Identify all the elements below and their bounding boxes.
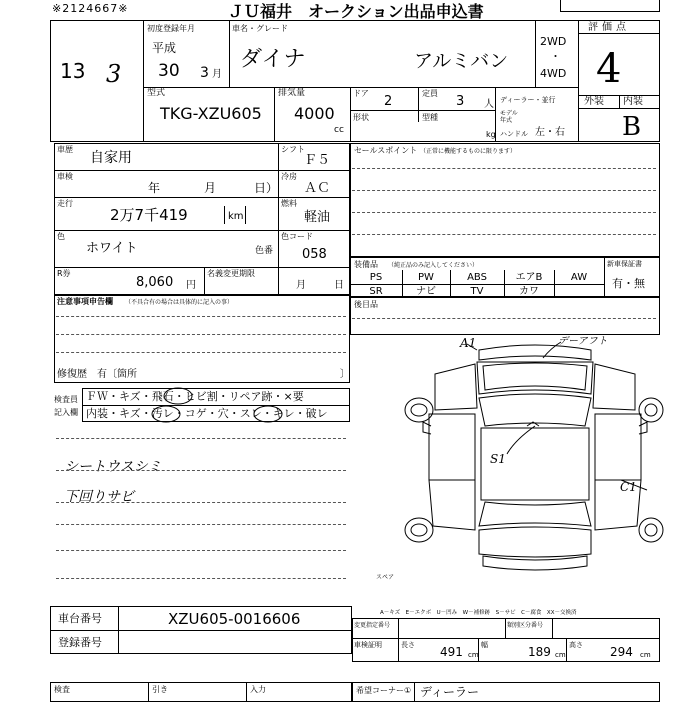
car-name-label: 車名・グレード — [232, 24, 288, 33]
usage-value: 自家用 — [90, 150, 132, 166]
damage-legend: A－キズ E－エクボ U－凹み W－補修跡 S－サビ C－腐食 XX－交換済 — [380, 610, 577, 616]
mileage-value: 2万7千419 — [110, 206, 188, 224]
equipment-label: 装備品 — [354, 260, 378, 269]
mileage-label: 走行 — [57, 199, 73, 208]
equip-aw: AW — [570, 272, 588, 283]
diagram-spare: スペア — [376, 574, 395, 581]
name-change-label: 名義変更期限 — [207, 269, 255, 278]
diagram-a1: A1 — [460, 336, 477, 350]
body-color-value: ホワイト — [86, 241, 138, 256]
model-label: 型式 — [147, 88, 166, 98]
sales-point-sub: （正常に機能するものに限ります） — [420, 148, 517, 155]
inspection-label: 車検 — [57, 172, 73, 181]
repair-history-end: 〕 — [340, 369, 350, 380]
bottom-inspect: 検査 — [54, 685, 70, 694]
class-number-label: 類別区分番号 — [507, 622, 544, 629]
handwritten-note-2: 下回りサビ — [64, 489, 134, 505]
drive-dot: ・ — [550, 50, 561, 63]
shape-label: 形状 — [353, 113, 369, 122]
equipment-sub: （純正品のみ記入してください） — [388, 262, 479, 269]
height-unit: cm — [640, 651, 651, 659]
ac-label: 冷房 — [281, 172, 297, 181]
displacement-label: 排気量 — [278, 88, 306, 98]
mileage-unit: km — [228, 211, 244, 222]
score-value: 4 — [596, 46, 622, 92]
check-label-2: 記入欄 — [54, 408, 78, 417]
name-change-month: 月 — [296, 280, 306, 291]
interior-grade: B — [622, 112, 642, 142]
capacity-value: 3 — [456, 94, 465, 109]
width-value: 189 — [528, 645, 551, 659]
score-label: 評価点 — [588, 22, 630, 33]
height-label: 高さ — [569, 641, 583, 649]
inspection-day-unit: 日） — [254, 181, 279, 195]
dimensions-label: 車検証明 — [354, 641, 382, 649]
door-value: 2 — [384, 94, 393, 109]
drive-2wd: 2WD — [540, 35, 567, 48]
color-number-label: 色番 — [255, 246, 274, 256]
height-value: 294 — [610, 645, 633, 659]
check-circles — [82, 386, 352, 424]
registration-month: 3 — [200, 65, 209, 81]
name-change-day: 日 — [334, 280, 344, 291]
fuel-label: 燃料 — [281, 199, 297, 208]
lot-suffix: 3 — [106, 60, 122, 88]
sales-point-frame — [350, 143, 660, 257]
form-title: ＪＵ福井 オークション出品申込書 — [228, 2, 484, 21]
check-row-2: 内装・キズ・汚レ・コゲ・穴・スレ・キレ・破レ — [86, 407, 328, 420]
bottom-pull: 引き — [152, 685, 168, 694]
bottom-entry: 入力 — [250, 685, 266, 694]
equip-abs: ABS — [467, 272, 487, 283]
after-items-label: 後目品 — [354, 300, 378, 309]
chassis-label: 車台番号 — [58, 612, 102, 625]
usage-label: 車歴 — [57, 145, 73, 154]
registration-era: 平成 — [152, 41, 177, 55]
door-label: ドア — [353, 89, 369, 98]
notes-sub: （不具合有の場合は具体的に記入の事） — [125, 299, 234, 306]
equip-sr: SR — [369, 286, 383, 297]
corner-value: ディーラー — [420, 685, 480, 699]
width-label: 幅 — [481, 641, 488, 649]
equip-navi: ナビ — [416, 286, 436, 297]
sales-point-label: セールスポイント — [354, 146, 418, 155]
corner-label: 希望コーナー① — [356, 686, 412, 695]
handle-label: ハンドル — [500, 130, 528, 138]
check-row-1: ＦＷ・キズ・飛石・ヒビ割・リペア跡・×要 — [86, 390, 304, 403]
fuel-value: 軽油 — [304, 210, 331, 225]
color-type-label: 型種 — [422, 113, 438, 122]
car-name: ダイナ — [240, 47, 306, 72]
new-warranty-value: 有・無 — [612, 277, 645, 290]
car-grade: アルミバン — [414, 50, 509, 72]
displacement-unit: cc — [334, 125, 344, 135]
equip-tv: TV — [470, 286, 484, 297]
notes-label: 注意事項申告欄 — [57, 297, 113, 306]
repair-history: 修復歴 有〔箇所 — [57, 369, 137, 380]
recycle-unit: 円 — [186, 280, 196, 291]
shift-value: Ｆ５ — [304, 153, 331, 168]
length-unit: cm — [468, 651, 479, 659]
equip-pw: PW — [418, 272, 434, 283]
header-corner-box — [560, 0, 660, 12]
lot-number: 13 — [60, 59, 86, 83]
inspection-month-unit: 月 — [204, 181, 217, 195]
new-warranty-label: 新車保証書 — [607, 260, 642, 268]
weight-unit: kg — [486, 130, 496, 139]
serial-number: ※2124667※ — [52, 2, 129, 15]
diagram-defect-note: デーアフト — [558, 336, 608, 347]
exterior-label: 外装 — [584, 96, 604, 107]
check-label-1: 検査員 — [54, 395, 78, 404]
recycle-label: R券 — [57, 269, 71, 278]
diagram-c1: C1 — [620, 480, 637, 494]
equip-ps: PS — [369, 272, 383, 283]
model-value: TKG-XZU605 — [160, 104, 262, 123]
capacity-unit: 人 — [484, 99, 494, 110]
chassis-number: XZU605-0016606 — [168, 610, 301, 628]
equip-airbag: エアB — [515, 272, 543, 283]
handwritten-note-1: シートウスシミ — [64, 459, 162, 475]
interior-label: 内装 — [623, 96, 643, 107]
displacement-value: 4000 — [294, 104, 335, 123]
diagram-s1: S1 — [490, 452, 506, 466]
vehicle-damage-diagram — [395, 330, 665, 585]
shift-label: シフト — [281, 145, 305, 154]
length-value: 491 — [440, 645, 463, 659]
model-year-label: モデル年式 — [500, 110, 518, 124]
registration-month-unit: 月 — [212, 69, 222, 80]
bottom-frame — [50, 682, 352, 702]
capacity-label: 定員 — [422, 89, 438, 98]
change-spec-label: 変更指定番号 — [354, 622, 391, 629]
handle-value: 左・右 — [535, 127, 565, 138]
registration-year: 30 — [158, 61, 180, 81]
inspection-year-unit: 年 — [148, 181, 161, 195]
length-label: 長さ — [401, 641, 415, 649]
equip-leather: カワ — [519, 286, 539, 297]
top-frame — [50, 20, 660, 142]
width-unit: cm — [555, 651, 566, 659]
color-code-value: 058 — [302, 247, 327, 262]
registration-label: 初度登録年月 — [147, 24, 195, 33]
color-code-label: 色コード — [281, 232, 313, 241]
body-color-label: 色 — [57, 232, 65, 241]
ac-value: ＡＣ — [304, 181, 331, 196]
dealer-parallel: ディーラー・並行 — [500, 96, 556, 104]
recycle-value: 8,060 — [136, 275, 174, 290]
reg-number-label: 登録番号 — [58, 636, 102, 649]
drive-4wd: 4WD — [540, 67, 567, 80]
